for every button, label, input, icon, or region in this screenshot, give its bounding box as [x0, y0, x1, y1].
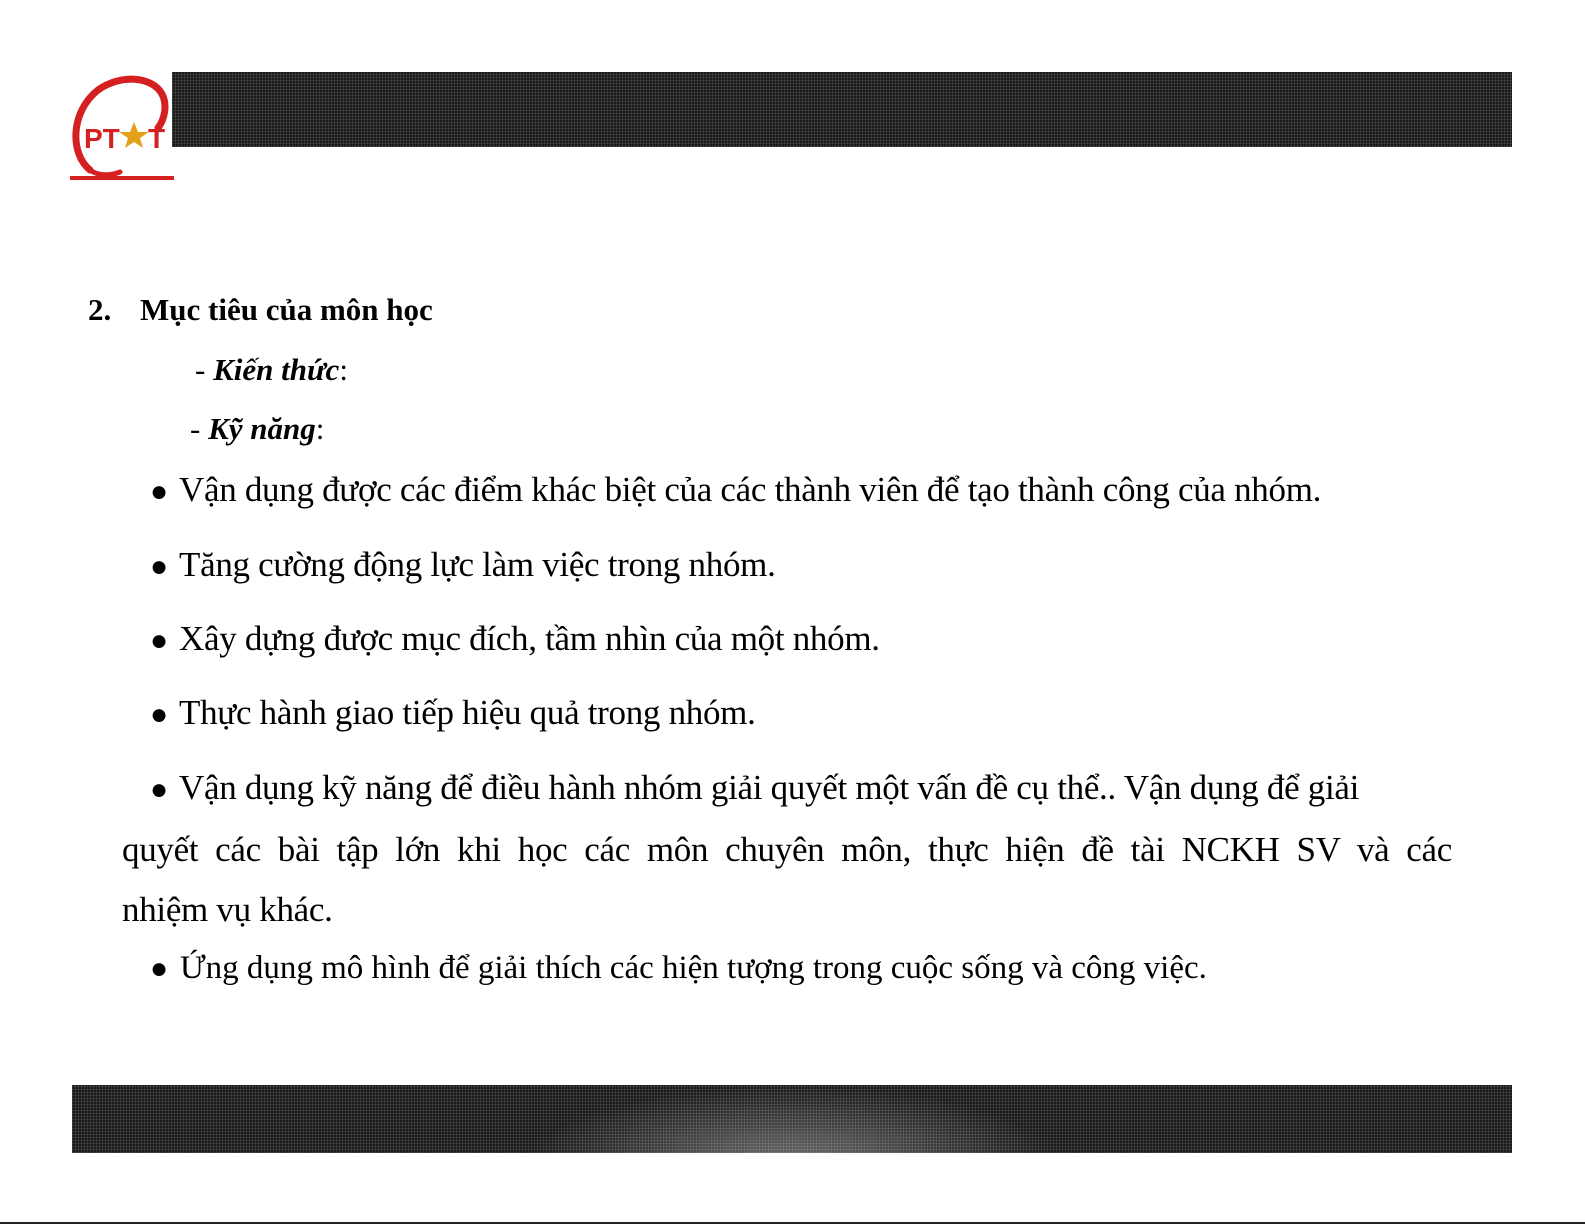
bullet-item	[150, 619, 880, 659]
bullet-text: Tăng cường động lực làm việc trong nhóm.	[179, 545, 776, 584]
subsection-skills-label: Kỹ năng	[208, 411, 316, 446]
bullet-continuation-line: quyết các bài tập lớn khi học các môn chuyên môn, thực hiện đề tài NCKH SV và các	[122, 830, 1452, 869]
bullet-text: Thực hành giao tiếp hiệu quả trong nhóm.	[179, 693, 756, 732]
subsection-skills-suffix: :	[315, 411, 325, 446]
logo-text: PT	[84, 123, 120, 154]
ptit-logo	[68, 72, 176, 188]
section-title-text: Mục tiêu của môn học	[140, 292, 433, 327]
bullet-item	[150, 768, 1359, 808]
bullet-icon: ●	[150, 475, 168, 508]
bullet-item	[150, 545, 776, 585]
subsection-knowledge-prefix: -	[195, 352, 214, 387]
bullet-icon: ●	[150, 952, 169, 985]
bullet-icon: ●	[150, 624, 168, 657]
bullet-icon: ●	[150, 550, 168, 583]
bullet-text: Ứng dụng mô hình để giải thích các hiện tượng trong cuộc sống và công việc.	[180, 950, 1207, 986]
subsection-knowledge-label: Kiến thức	[213, 352, 340, 387]
bullet-text: Xây dựng được mục đích, tầm nhìn của một nhóm.	[179, 619, 880, 658]
star-icon	[119, 122, 149, 148]
section-number: 2.	[88, 292, 112, 327]
bullet-item	[150, 950, 1207, 987]
svg-text:T: T	[148, 123, 166, 154]
subsection-knowledge-suffix: :	[339, 352, 348, 387]
subsection-knowledge	[195, 352, 348, 388]
bullet-item	[150, 470, 1321, 510]
bullet-icon: ●	[150, 773, 168, 806]
footer-bar	[72, 1085, 1512, 1153]
section-title	[88, 292, 433, 328]
subsection-skills	[190, 411, 324, 447]
bullet-continuation-line: nhiệm vụ khác.	[122, 890, 333, 929]
bullet-text: Vận dụng được các điểm khác biệt của các thành viên để tạo thành công của nhóm.	[179, 470, 1322, 509]
bullet-icon: ●	[150, 698, 168, 731]
header-bar	[172, 72, 1512, 147]
subsection-skills-prefix: -	[190, 411, 209, 446]
bullet-item	[150, 693, 756, 733]
bullet-text: Vận dụng kỹ năng để điều hành nhóm giải quyết một vấn đề cụ thể.. Vận dụng để giải	[179, 768, 1360, 807]
bottom-divider	[0, 1222, 1585, 1224]
